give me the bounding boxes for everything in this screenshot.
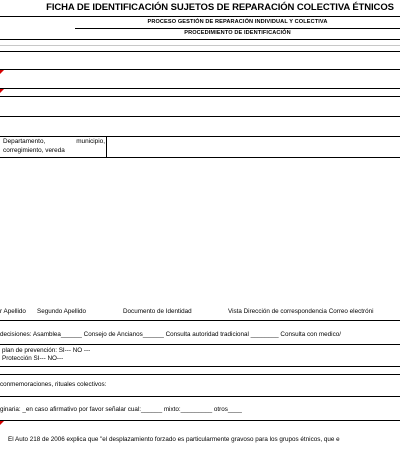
origin-line: ginaria: _en caso afirmativo por favor señalar cual:______ mixto:_________ otros____ (0, 406, 242, 413)
form-title: FICHA DE IDENTIFICACIÓN SUJETOS DE REPARACIÓN COLECTIVA ÉTNICOS (46, 2, 394, 13)
grid-line (0, 366, 400, 367)
first-surname-header: r Apellido (0, 308, 26, 315)
grid-line (0, 374, 400, 375)
grid-line (0, 51, 400, 52)
cell-divider (106, 136, 107, 157)
header-divider (0, 16, 400, 17)
prevention-plan-line: plan de prevención: SI--- NO --- (2, 347, 91, 354)
procedure-divider (0, 39, 400, 40)
grid-line (0, 320, 400, 321)
comment-marker (0, 70, 4, 74)
grid-line (0, 88, 400, 89)
second-surname-header: Segundo Apellido (37, 308, 87, 315)
grid-line (0, 69, 400, 70)
grid-line (0, 344, 400, 345)
grid-line (0, 45, 400, 46)
decisions-line: decisiones: Asamblea______ Consejo de Ancianos______ Consulta autoridad tradicional ________ Consulta con medico/ (0, 331, 341, 338)
grid-line (0, 116, 400, 117)
grid-line (0, 396, 400, 397)
procedure-name: PROCEDIMIENTO DE IDENTIFICACIÓN (184, 30, 291, 36)
grid-line (0, 420, 400, 421)
comment-marker (0, 421, 4, 425)
address-email-header: Vista Dirección de correspondencia Correo electróni (228, 308, 374, 315)
process-name: PROCESO GESTIÓN DE REPARACIÓN INDIVIDUAL Y COLECTIVA (147, 19, 328, 25)
id-document-header: Documento de Identidad (123, 308, 192, 315)
auto-218-note: El Auto 218 de 2006 explica que "el desplazamiento forzado es particularmente gravoso para los grupos étnicos, que e (8, 436, 340, 443)
subheader-divider (75, 28, 400, 29)
location-label: Departamento, municipio, corregimiento, vereda (3, 138, 105, 154)
grid-line (0, 96, 400, 97)
comment-marker (0, 89, 4, 93)
grid-line (0, 157, 400, 158)
protection-line: Protección SI--- NO--- (2, 355, 64, 362)
commemorations-line: conmemoraciones, rituales colectivos: (0, 381, 107, 388)
grid-line (0, 136, 400, 137)
